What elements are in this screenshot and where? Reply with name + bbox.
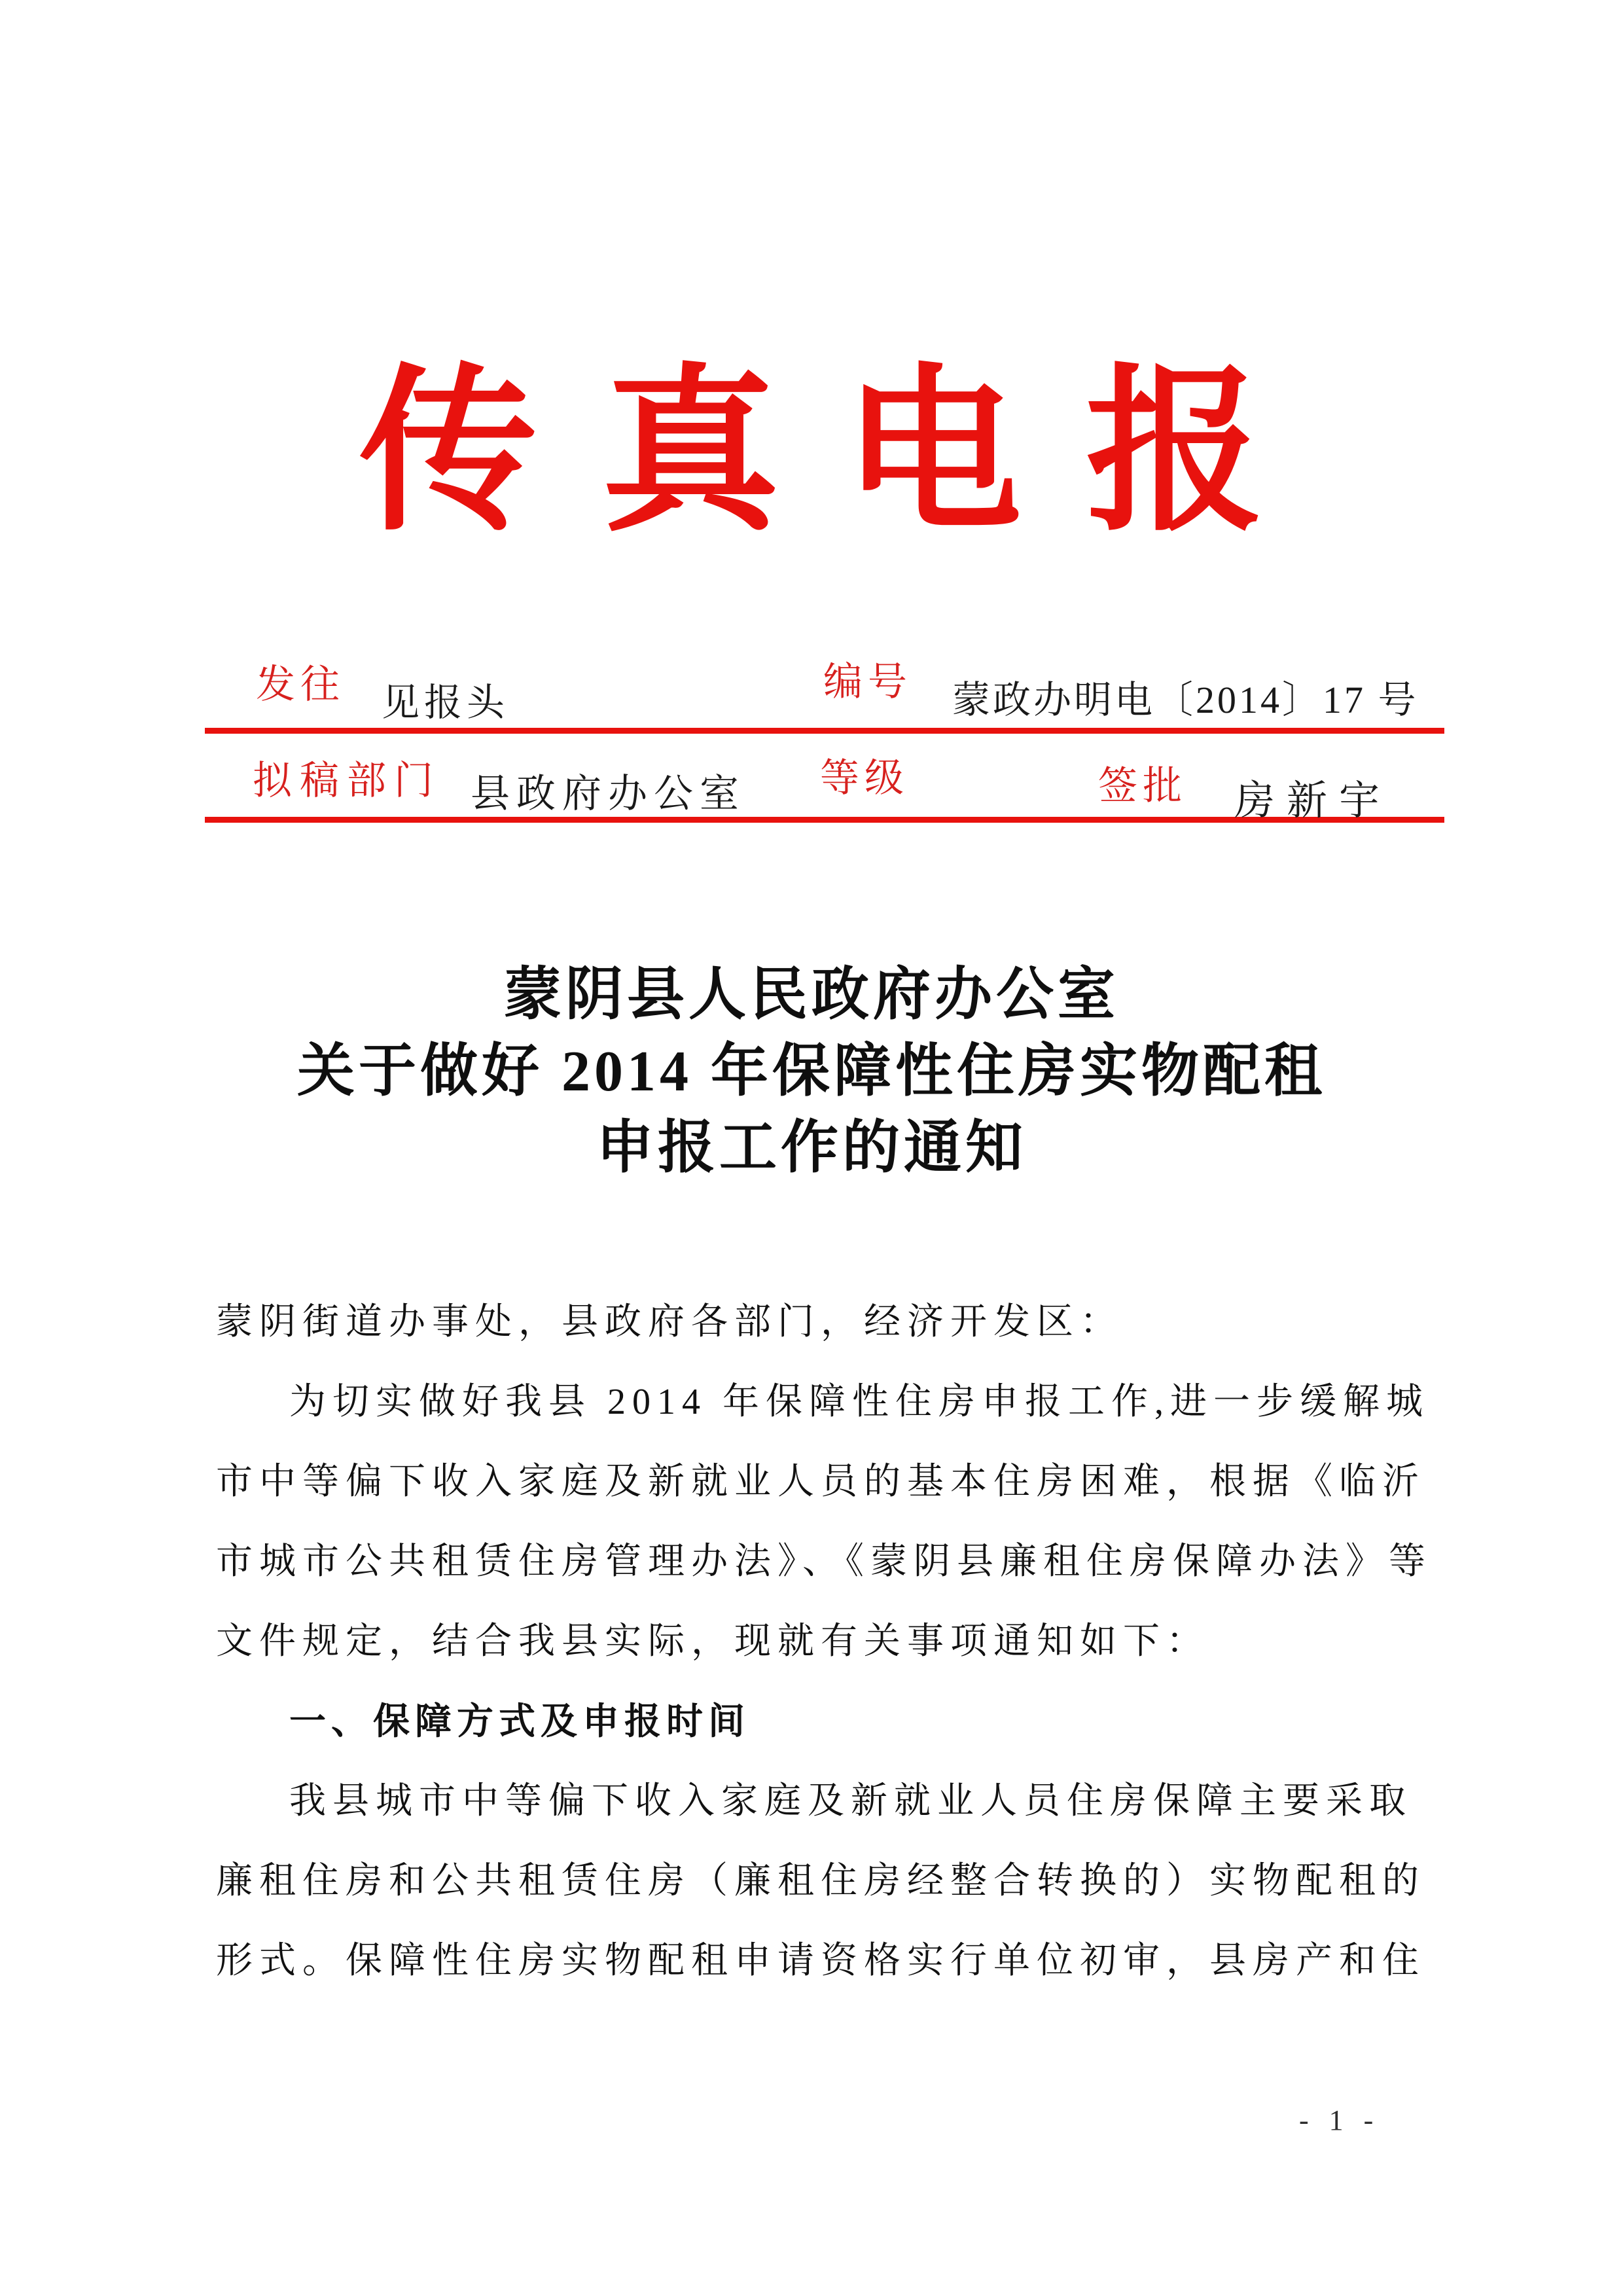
form-row-1 [205,647,1444,728]
notice-body [216,1282,1432,2001]
body-line: 市中等偏下收入家庭及新就业人员的基本住房困难，根据《临沂 [216,1462,1425,1502]
red-rule-top [205,728,1444,734]
fax-masthead [0,346,1623,619]
body-line: 廉租住房和公共租赁住房（廉租住房经整合转换的）实物配租的 [216,1861,1425,1901]
notice-title [0,957,1623,1187]
priority-label: 等级 [820,757,909,800]
body-line: 我县城市中等偏下收入家庭及新就业人员住房保障主要采取 [289,1781,1412,1821]
send-to-label: 发往 [256,663,345,706]
body-line: 文件规定，结合我县实际，现就有关事项通知如下： [216,1621,1209,1662]
doc-number-value: 蒙政办明电〔2014〕17 号 [952,679,1419,721]
body-line: 为切实做好我县 2014 年保障性住房申报工作,进一步缓解城 [289,1382,1429,1422]
notice-title-line-3: 申报工作的通知 [596,1117,1027,1180]
fax-masthead-title: 传真电报 [359,355,1328,552]
body-line: 形式。保障性住房实物配租申请资格实行单位初审，县房产和住 [216,1941,1425,1981]
body-line: 市城市公共租赁住房管理办法》、《蒙阴县廉租住房保障办法》等 [216,1541,1432,1582]
drafting-dept-label: 拟稿部门 [253,759,441,802]
approval-value: 房新宇 [1234,779,1392,823]
page-number: - 1 - [1299,2104,1380,2136]
send-to-value: 见报头 [382,681,510,724]
approval-label: 签批 [1098,764,1187,808]
doc-number-label: 编号 [823,660,912,704]
fax-header-form [205,647,1444,823]
form-row-2 [205,734,1444,823]
drafting-dept-value: 县政府办公室 [471,772,745,816]
notice-title-line-2: 关于做好 2014 年保障性住房实物配租 [296,1040,1326,1103]
notice-title-line-1: 蒙阴县人民政府办公室 [503,963,1119,1027]
body-salutation: 蒙阴街道办事处，县政府各部门，经济开发区： [216,1302,1123,1342]
section-heading-1: 一、保障方式及申报时间 [289,1700,750,1742]
